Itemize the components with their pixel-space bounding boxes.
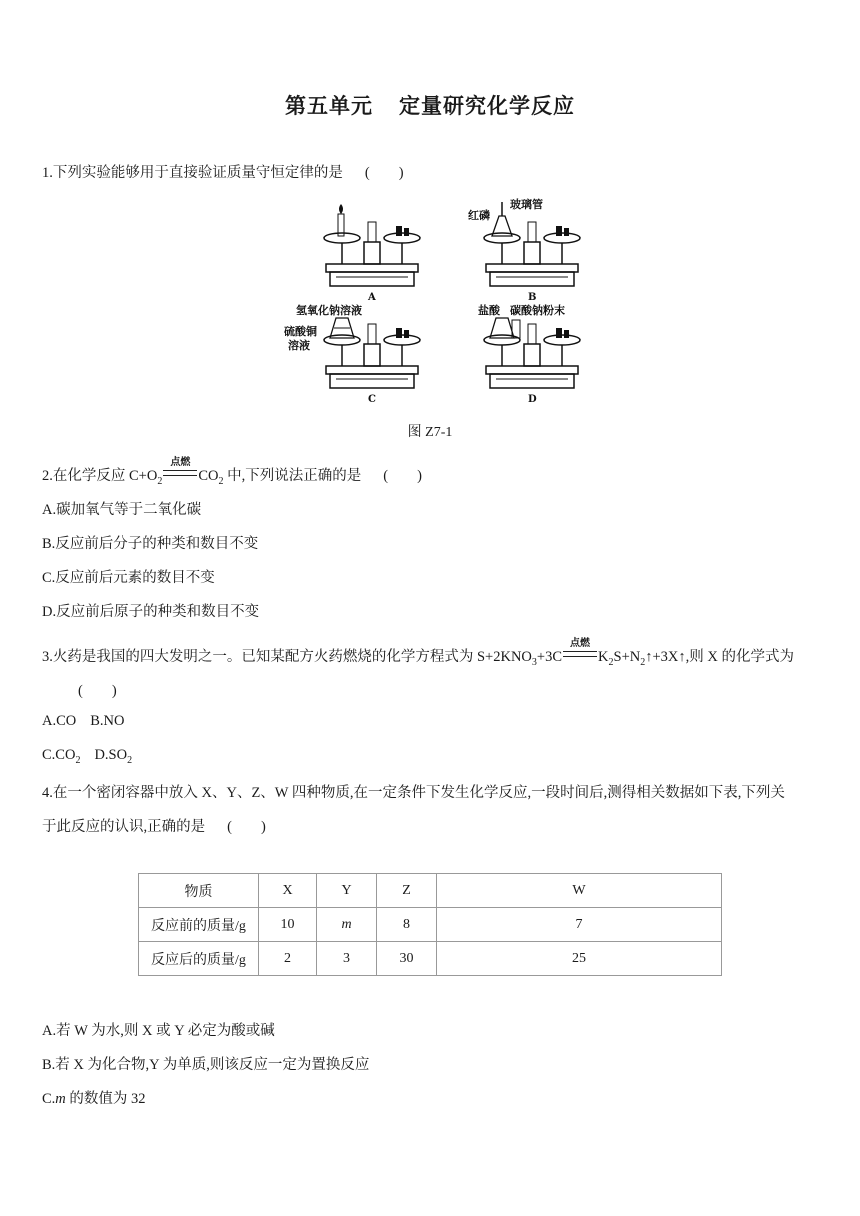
q3-n2-sub: 2 xyxy=(640,656,646,668)
title-unit: 第五单元 xyxy=(285,94,373,118)
title-topic: 定量研究化学反应 xyxy=(399,94,575,118)
answer-paren: ( ) xyxy=(78,683,117,699)
annotation-cuso4-line2: 溶液 xyxy=(288,339,310,352)
header-z: Z xyxy=(377,874,437,908)
cell: 8 xyxy=(377,908,437,942)
question-2 xyxy=(42,457,422,487)
option-c: C.反应前后元素的数目不变 xyxy=(42,570,215,586)
option-a: A.CO xyxy=(42,713,77,729)
option-c-sub: 2 xyxy=(75,754,81,766)
reaction-arrow xyxy=(563,638,597,666)
label-c: C xyxy=(368,394,376,405)
q3-k2s-sub: 2 xyxy=(608,656,614,668)
question-1-text: 1.下列实验能够用于直接验证质量守恒定律的是 xyxy=(42,165,343,181)
cell: 30 xyxy=(377,942,437,976)
balance-c xyxy=(324,318,420,405)
option-c-suffix: 的数值为 32 xyxy=(65,1091,146,1107)
options-row-1 xyxy=(42,713,125,730)
cell: 3 xyxy=(317,942,377,976)
page-title xyxy=(0,90,860,120)
annotation-na2co3: 碳酸钠粉末 xyxy=(510,304,565,317)
option-b: B.反应前后分子的种类和数目不变 xyxy=(42,536,259,552)
q2-suffix: 中,下列说法正确的是 xyxy=(223,468,362,484)
reaction-arrow xyxy=(163,457,197,485)
header-substance: 物质 xyxy=(139,874,259,908)
cell: 7 xyxy=(437,908,722,942)
q3-mid: +3C xyxy=(536,649,563,665)
option-d: D.SO xyxy=(94,747,128,763)
q2-prefix: 2.在化学反应 C+O xyxy=(42,468,158,484)
option-a: A.若 W 为水,则 X 或 Y 必定为酸或碱 xyxy=(42,1023,275,1039)
option-b: B.若 X 为化合物,Y 为单质,则该反应一定为置换反应 xyxy=(42,1057,370,1073)
q4-line2-text: 于此反应的认识,正确的是 xyxy=(42,819,206,835)
q3-k2s-rest: S+N xyxy=(613,649,641,665)
option-c-var: m xyxy=(55,1091,66,1107)
option-d: D.反应前后原子的种类和数目不变 xyxy=(42,604,260,620)
reaction-condition: 点燃 xyxy=(170,457,191,468)
option-a: A.碳加氧气等于二氧化碳 xyxy=(42,502,202,518)
annotation-glass-tube: 玻璃管 xyxy=(510,198,543,211)
table-row xyxy=(139,942,722,976)
table-row xyxy=(139,908,722,942)
annotation-cuso4-line1: 硫酸铜 xyxy=(284,325,317,338)
reaction-condition: 点燃 xyxy=(570,638,591,649)
header-w: W xyxy=(437,874,722,908)
figure-caption: 图 Z7-1 xyxy=(407,425,453,440)
balance-b xyxy=(484,202,580,303)
annotation-naoh: 氢氧化钠溶液 xyxy=(296,304,362,317)
option-c xyxy=(42,1087,146,1108)
option-c: C.CO xyxy=(42,747,76,763)
header-x: X xyxy=(259,874,317,908)
header-y: Y xyxy=(317,874,377,908)
cell: 10 xyxy=(259,908,317,942)
cell: 2 xyxy=(259,942,317,976)
answer-paren: ( ) xyxy=(364,165,404,181)
question-4-line2 xyxy=(42,815,266,836)
q3-kno3-sub: 3 xyxy=(531,656,537,668)
annotation-hcl: 盐酸 xyxy=(478,304,500,317)
q2-o2-sub: 2 xyxy=(157,475,163,487)
options-row-2 xyxy=(42,747,132,766)
option-b: B.NO xyxy=(90,713,125,729)
q3-prefix: 3.火药是我国的四大发明之一。已知某配方火药燃烧的化学方程式为 S+2KNO xyxy=(42,649,532,665)
answer-paren: ( ) xyxy=(383,468,422,484)
q2-co2: CO xyxy=(198,468,219,484)
row-label: 反应前的质量/g xyxy=(139,908,259,942)
q3-suffix: ↑+3X↑,则 X 的化学式为 xyxy=(645,649,794,665)
row-label: 反应后的质量/g xyxy=(139,942,259,976)
question-3 xyxy=(42,638,794,668)
cell: m xyxy=(317,908,377,942)
q2-co2-sub: 2 xyxy=(218,475,224,487)
answer-paren: ( ) xyxy=(227,819,266,835)
option-d-sub: 2 xyxy=(127,754,133,766)
mass-table xyxy=(138,873,722,976)
cell: 25 xyxy=(437,942,722,976)
table-header-row xyxy=(139,874,722,908)
label-a: A xyxy=(368,292,376,303)
annotation-red-phosphorus: 红磷 xyxy=(468,209,490,222)
balance-d xyxy=(484,318,580,405)
label-d: D xyxy=(528,394,537,405)
label-b: B xyxy=(528,292,537,303)
balance-figure xyxy=(282,192,582,410)
question-1 xyxy=(42,161,404,182)
option-c-prefix: C. xyxy=(42,1091,56,1107)
balance-a xyxy=(324,204,420,303)
question-4-line1: 4.在一个密闭容器中放入 X、Y、Z、W 四种物质,在一定条件下发生化学反应,一段时间后,测得相关数据如下表,下列关 xyxy=(42,785,785,801)
q3-k: K xyxy=(598,649,609,665)
